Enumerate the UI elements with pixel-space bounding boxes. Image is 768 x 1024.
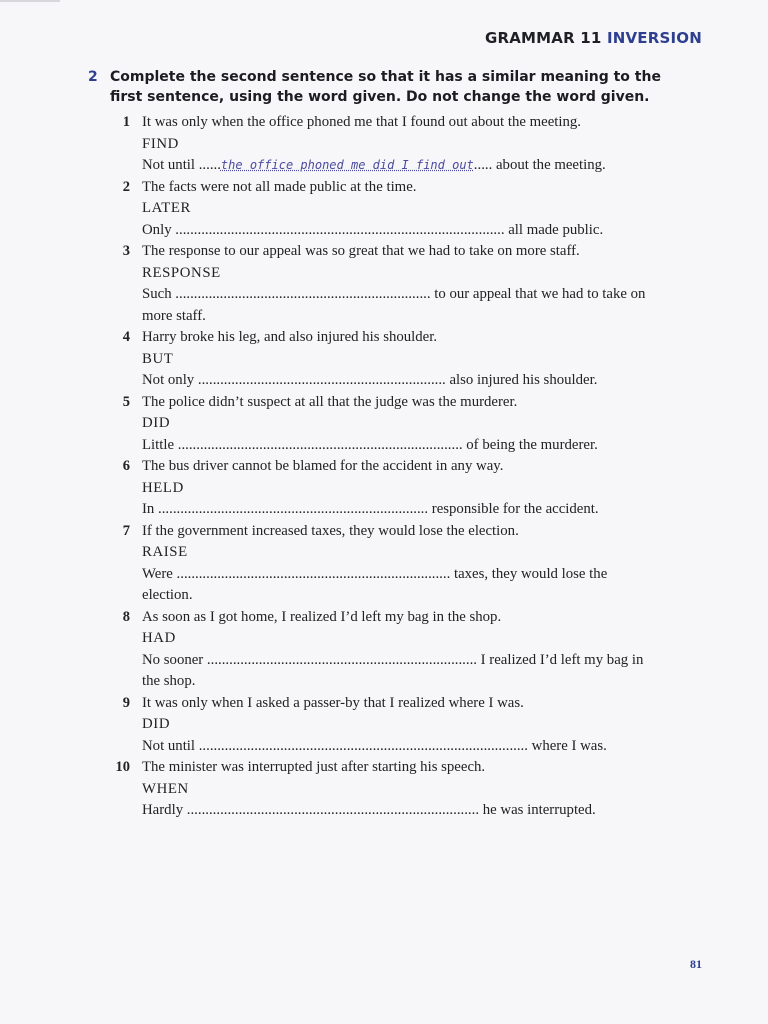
item-keyword: RAISE — [142, 544, 188, 560]
item-keyword: FIND — [142, 135, 179, 152]
handwritten-answer[interactable]: the office phoned me did I find out — [220, 158, 474, 172]
header-prefix: GRAMMAR 11 — [484, 29, 602, 47]
item-keyword: HAD — [142, 630, 176, 646]
item-answer-line[interactable]: Such ..................................................................... to our appeal that we had to take on — [142, 286, 646, 302]
exercise-number: 2 — [88, 69, 98, 85]
item-number: 8 — [122, 608, 130, 625]
item-keyword: BUT — [142, 350, 174, 367]
item-number: 3 — [122, 243, 130, 259]
exercise-item — [110, 112, 700, 177]
item-answer-line[interactable]: Only ......................................................................................... all made public. — [142, 221, 604, 238]
page-number: 81 — [690, 957, 702, 971]
item-keyword: LATER — [142, 200, 192, 216]
item-number: 9 — [122, 694, 130, 711]
item-answer-continuation: election. — [142, 587, 193, 603]
item-sentence: The minister was interrupted just after starting his speech. — [142, 759, 486, 775]
item-sentence: It was only when I asked a passer-by that I realized where I was. — [142, 694, 524, 711]
item-sentence: Harry broke his leg, and also injured his shoulder. — [142, 329, 438, 345]
item-keyword: WHEN — [142, 780, 189, 797]
item-answer-line[interactable]: No sooner ......................................................................... I realized I’d left my bag in — [142, 651, 644, 668]
exercise-item — [110, 327, 700, 392]
exercise-item — [110, 607, 700, 693]
item-sentence: The response to our appeal was so great that we had to take on more staff. — [142, 243, 580, 259]
item-keyword: DID — [142, 716, 171, 732]
item-sentence: The police didn’t suspect at all that the judge was the murderer. — [142, 393, 518, 410]
item-answer-line[interactable]: Not until ......................................................................................... where I was. — [142, 737, 607, 754]
answer-prompt: Not until ...... — [142, 157, 221, 173]
page-edge — [0, 0, 60, 2]
item-number: 5 — [122, 393, 130, 410]
item-sentence: The facts were not all made public at the time. — [142, 178, 417, 195]
exercise-instruction — [88, 67, 688, 107]
exercise-item — [110, 456, 700, 521]
item-keyword: RESPONSE — [142, 264, 221, 281]
item-answer-continuation: the shop. — [142, 673, 196, 689]
instruction-text: Complete the second sentence so that it has a similar meaning to the first sentence, using the word given. Do not change the word given. — [110, 69, 661, 105]
item-number: 10 — [115, 759, 130, 775]
item-keyword: DID — [142, 415, 171, 431]
item-number: 4 — [122, 329, 130, 345]
item-number: 2 — [122, 178, 130, 195]
item-answer-line[interactable]: Were .......................................................................... taxes, they would lose the — [142, 565, 608, 582]
exercise-item — [110, 241, 700, 327]
item-answer-line[interactable]: Little ............................................................................. of being the murderer. — [142, 436, 598, 453]
item-number: 1 — [122, 114, 130, 130]
exercise-item — [110, 757, 700, 822]
item-keyword: HELD — [142, 479, 184, 496]
item-answer-line — [142, 155, 700, 177]
item-number: 6 — [122, 458, 130, 474]
exercise-item — [110, 392, 700, 457]
item-answer-line[interactable]: In ......................................................................... responsible for the accident. — [142, 501, 599, 517]
header-title: INVERSION — [606, 29, 702, 47]
item-number: 7 — [122, 522, 130, 539]
item-answer-continuation: more staff. — [142, 307, 206, 324]
exercise-item — [110, 521, 700, 607]
exercise-item — [110, 693, 700, 758]
item-sentence: The bus driver cannot be blamed for the accident in any way. — [142, 458, 504, 474]
item-sentence: As soon as I got home, I realized I’d left my bag in the shop. — [142, 608, 502, 625]
item-answer-line[interactable]: Not only ................................................................... also injured his shoulder. — [142, 372, 598, 388]
exercise-items — [110, 112, 700, 822]
page-header — [485, 29, 702, 47]
item-sentence: It was only when the office phoned me that I found out about the meeting. — [142, 114, 582, 130]
answer-ending: ..... about the meeting. — [473, 157, 606, 173]
exercise-item — [110, 177, 700, 242]
item-sentence: If the government increased taxes, they would lose the election. — [142, 522, 519, 539]
item-answer-line[interactable]: Hardly ............................................................................... he was interrupted. — [142, 802, 596, 818]
